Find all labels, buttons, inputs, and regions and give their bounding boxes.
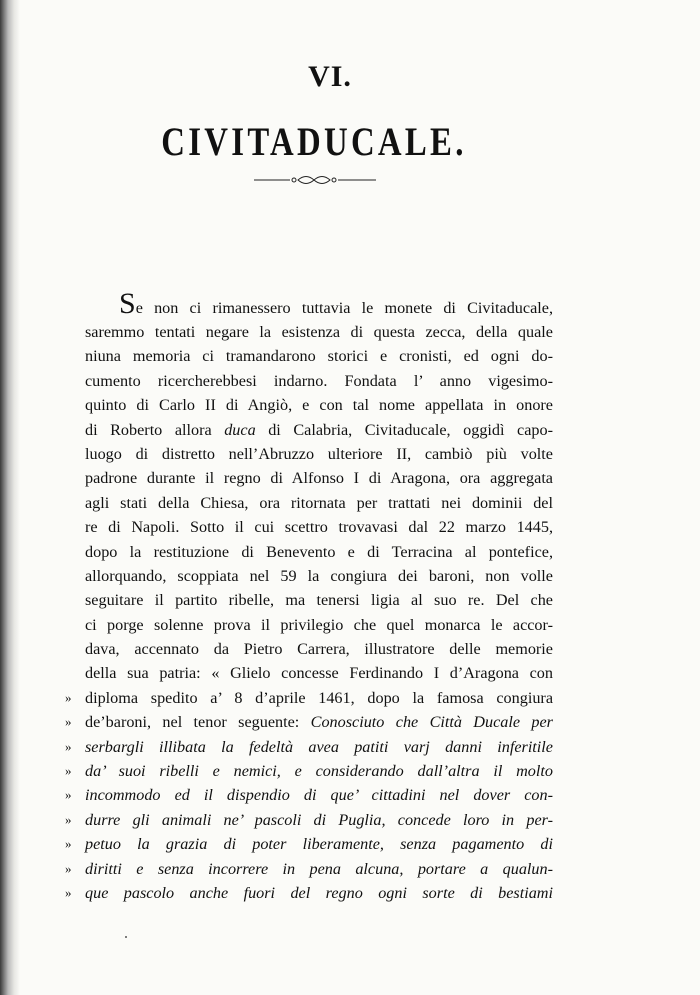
text-line bbox=[65, 783, 553, 807]
italic-text: durre gli animali ne’ pascoli di Puglia, concede loro in per- bbox=[85, 810, 553, 829]
italic-text: da’ suoi ribelli e nemici, e considerando dall’altra il molto bbox=[85, 762, 553, 781]
quote-mark: » bbox=[65, 763, 72, 779]
text-line bbox=[85, 540, 553, 564]
text-line bbox=[85, 320, 553, 344]
text-line bbox=[65, 808, 553, 832]
chapter-number: VI. bbox=[308, 60, 352, 93]
text-line bbox=[65, 735, 553, 759]
text-segment: allorquando, scoppiata nel 59 la congiura dei baroni, non volle bbox=[85, 566, 553, 585]
body-text bbox=[65, 286, 553, 905]
page-binding-edge bbox=[0, 0, 20, 995]
text-line bbox=[65, 881, 553, 905]
italic-text: incommodo ed il dispendio di que’ cittadini nel dover con- bbox=[85, 786, 553, 805]
text-line bbox=[85, 393, 553, 417]
text-line bbox=[65, 832, 553, 856]
text-line bbox=[85, 661, 553, 685]
quote-mark: » bbox=[65, 787, 72, 803]
text-segment: dopo la restituzione di Benevento e di Terracina al pontefice, bbox=[85, 542, 553, 561]
text-segment: padrone durante il regno di Alfonso I di Aragona, ora aggregata bbox=[85, 469, 553, 488]
text-line bbox=[85, 613, 553, 637]
text-segment: re di Napoli. Sotto il cui scettro trovavasi dal 22 marzo 1445, bbox=[85, 518, 553, 537]
text-line bbox=[85, 344, 553, 368]
text-segment: quinto di Carlo II di Angiò, e con tal nome appellata in onore bbox=[85, 396, 553, 415]
text-line bbox=[85, 442, 553, 466]
text-line bbox=[65, 759, 553, 783]
text-line bbox=[85, 515, 553, 539]
quote-mark: » bbox=[65, 689, 72, 705]
text-line bbox=[85, 564, 553, 588]
chapter-title: CIVITADUCALE. bbox=[161, 119, 467, 164]
text-segment: cumento ricercherebbesi indarno. Fondata l’ anno vigesimo- bbox=[85, 371, 553, 390]
italic-text: diritti e senza incorrere in pena alcuna, portare a qualun- bbox=[85, 859, 553, 878]
quote-mark: » bbox=[65, 811, 72, 827]
text-segment: di Calabria, Civitaducale, oggidì capo- bbox=[255, 420, 553, 439]
text-segment: de’baroni, nel tenor seguente: bbox=[85, 713, 311, 732]
text-segment: luogo di distretto nell’Abruzzo ulteriore II, cambiò più volte bbox=[85, 444, 553, 463]
italic-text: que pascolo anche fuori del regno ogni sorte di bestiami bbox=[85, 883, 553, 902]
italic-text: serbargli illibata la fedeltà avea patiti varj danni inferitile bbox=[85, 737, 553, 756]
italic-text: Conosciuto che Città Ducale per bbox=[310, 713, 553, 732]
text-segment: agli stati della Chiesa, ora ritornata per trattati nei dominii del bbox=[85, 493, 553, 512]
text-line bbox=[85, 286, 553, 320]
quote-mark: » bbox=[65, 738, 72, 754]
paper-speck bbox=[125, 936, 127, 938]
text-line bbox=[85, 466, 553, 490]
quote-mark: » bbox=[65, 860, 72, 876]
text-line bbox=[85, 588, 553, 612]
quote-mark: » bbox=[65, 884, 72, 900]
text-line bbox=[85, 369, 553, 393]
text-segment: dava, accennato da Pietro Carrera, illustratore delle memorie bbox=[85, 640, 553, 659]
text-line bbox=[85, 418, 553, 442]
text-segment: saremmo tentati negare la esistenza di questa zecca, della quale bbox=[85, 323, 553, 341]
text-line bbox=[85, 637, 553, 661]
text-line bbox=[65, 710, 553, 734]
quote-mark: » bbox=[65, 714, 72, 730]
text-segment: seguitare il partito ribelle, ma tenersi ligia al suo re. Del che bbox=[85, 591, 553, 610]
italic-text: duca bbox=[224, 420, 256, 439]
text-segment: della sua patria: « Glielo concesse Ferdinando I d’Aragona con bbox=[85, 664, 553, 683]
text-segment: ci porge solenne prova il privilegio che quel monarca le accor- bbox=[85, 615, 553, 634]
drop-cap: S bbox=[119, 287, 136, 320]
decorative-rule-ornament-icon bbox=[250, 170, 380, 190]
italic-text: petuo la grazia di poter liberamente, senza pagamento di bbox=[85, 835, 553, 854]
text-segment: di Roberto allora bbox=[85, 420, 225, 439]
text-segment: diploma spedito a’ 8 d’aprile 1461, dopo la famosa congiura bbox=[85, 688, 553, 707]
text-line bbox=[65, 686, 553, 710]
text-segment: niuna memoria ci tramandarono storici e cronisti, ed ogni do- bbox=[85, 347, 553, 366]
quote-mark: » bbox=[65, 836, 72, 852]
text-segment: e non ci rimanessero tuttavia le monete di Civitaducale, bbox=[135, 299, 553, 317]
text-line bbox=[65, 857, 553, 881]
text-line bbox=[85, 491, 553, 515]
